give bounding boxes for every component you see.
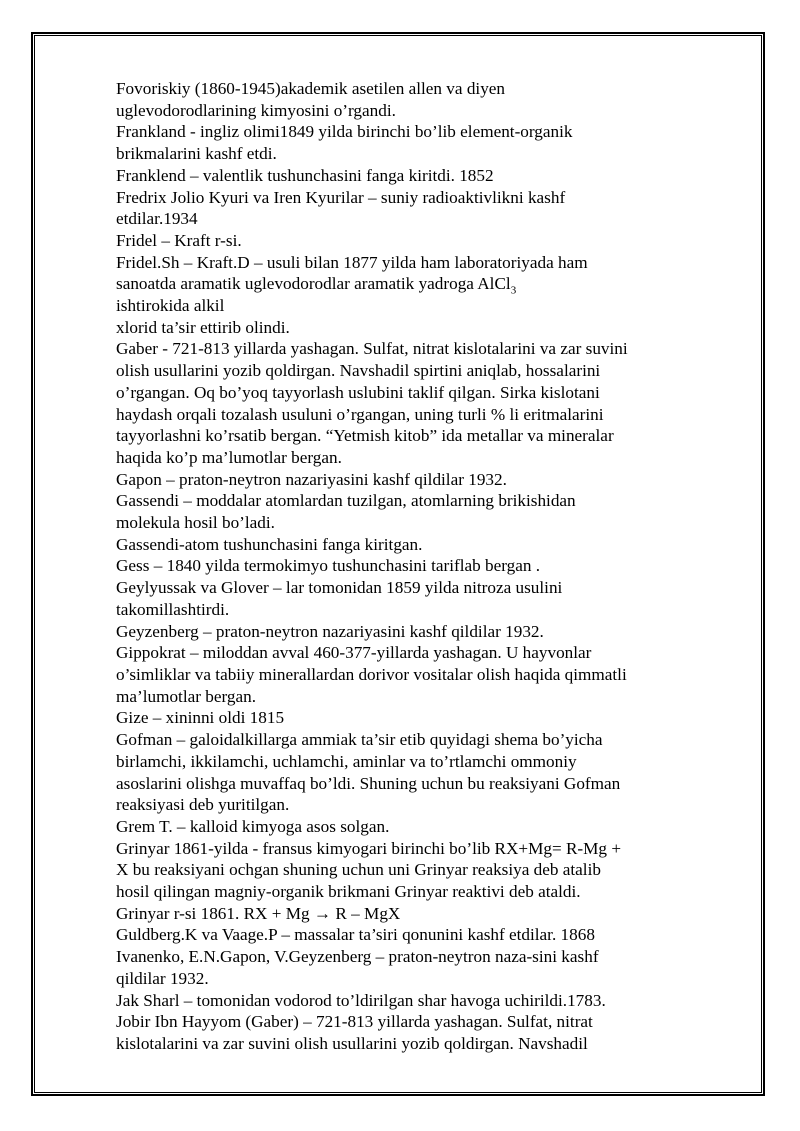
text-line: Ivanenko, E.N.Gapon, V.Geyzenberg – praton-neytron naza-sini kashf (116, 947, 599, 967)
text-line: Fridel.Sh – Kraft.D – usuli bilan 1877 yilda ham laboratoriyada ham (116, 252, 588, 272)
text-line: Guldberg.K va Vaage.P – massalar ta’siri qonunini kashf etdilar. 1868 (116, 925, 595, 945)
text-line: Frankland - ingliz olimi1849 yilda birinchi bo’lib element-organik (116, 122, 573, 142)
text-line: tayyorlashni ko’rsatib bergan. “Yetmish kitob” ida metallar va mineralar (116, 426, 614, 446)
text-line: Gippokrat – miloddan avval 460-377-yillarda yashagan. U hayvonlar (116, 643, 592, 663)
text-line: xlorid ta’sir ettirib olindi. (116, 317, 290, 337)
text-line: Gassendi-atom tushunchasini fanga kiritgan. (116, 534, 423, 554)
text-line: Grem T. – kalloid kimyoga asos solgan. (116, 816, 390, 836)
text-line: brikmalarini kashf etdi. (116, 144, 277, 164)
text-line: kislotalarini va zar suvini olish usullarini yozib qoldirgan. Navshadil (116, 1033, 588, 1053)
text-line: etdilar.1934 (116, 209, 198, 229)
subscript-3: 3 (510, 284, 517, 297)
text-line: haqida ko’p ma’lumotlar bergan. (116, 447, 342, 467)
text-line: Grinyar r-si 1861. RX + Mg → R – MgX (116, 903, 401, 923)
text-line: Geyzenberg – praton-neytron nazariyasini kashf qildilar 1932. (116, 621, 544, 641)
text-line: Gapon – praton-neytron nazariyasini kashf qildilar 1932. (116, 469, 507, 489)
text-line: Gofman – galoidalkillarga ammiak ta’sir etib quyidagi shema bo’yicha (116, 730, 603, 750)
text-line: birlamchi, ikkilamchi, uchlamchi, aminlar va to’rtlamchi ommoniy (116, 751, 577, 771)
text-line: qildilar 1932. (116, 968, 209, 988)
text-line: Jak Sharl – tomonidan vodorod to’ldirilgan shar havoga uchirildi.1783. (116, 990, 606, 1010)
text-line: Fridel – Kraft r-si. (116, 230, 242, 250)
text-line-main: sanoatda aramatik uglevodorodlar aramatik yadroga AlCl (116, 274, 511, 294)
text-line: hosil qilingan magniy-organik brikmani Grinyar reaktivi deb ataldi. (116, 882, 581, 902)
text-line-with-formula (116, 273, 696, 295)
text-line: takomillashtirdi. (116, 599, 230, 619)
text-line: Grinyar 1861-yilda - fransus kimyogari birinchi bo’lib RX+Mg= R-Mg + (116, 838, 622, 858)
text-line: molekula hosil bo’ladi. (116, 513, 275, 533)
text-line: Franklend – valentlik tushunchasini fanga kiritdi. 1852 (116, 165, 494, 185)
text-line: o’simliklar va tabiiy minerallardan dorivor vositalar olish haqida qimmatli (116, 664, 627, 684)
text-line: Fovoriskiy (1860-1945)akademik asetilen allen va diyen (116, 79, 506, 98)
text-line: Fredrix Jolio Kyuri va Iren Kyurilar – suniy radioaktivlikni kashf (116, 187, 566, 207)
text-line: asoslarini olishga muvaffaq bo’ldi. Shuning uchun bu reaksiyani Gofman (116, 773, 621, 793)
text-line: o’rgangan. Oq bo’yoq tayyorlash uslubini taklif qilgan. Sirka kislotani (116, 382, 600, 402)
text-line: Geylyussak va Glover – lar tomonidan 1859 yilda nitroza usulini (116, 578, 563, 598)
text-line: Gaber - 721-813 yillarda yashagan. Sulfat, nitrat kislotalarini va zar suvini (116, 339, 628, 359)
text-line: reaksiyasi deb yuritilgan. (116, 795, 290, 815)
document-body (116, 78, 696, 1055)
text-line: olish usullarini yozib qoldirgan. Navshadil spirtini aniqlab, hossalarini (116, 361, 601, 381)
text-line: ishtirokida alkil (116, 296, 225, 316)
text-line: Gize – xininni oldi 1815 (116, 708, 285, 728)
text-line: Gassendi – moddalar atomlardan tuzilgan, atomlarning brikishidan (116, 491, 576, 511)
text-line: X bu reaksiyani ochgan shuning uchun uni Grinyar reaksiya deb atalib (116, 860, 601, 880)
text-line: uglevodorodlarining kimyosini o’rgandi. (116, 100, 396, 120)
text-line: haydash orqali tozalash usuluni o’rgangan, uning turli % li eritmalarini (116, 404, 604, 424)
text-line: Jobir Ibn Hayyom (Gaber) – 721-813 yillarda yashagan. Sulfat, nitrat (116, 1012, 593, 1032)
text-line: Gess – 1840 yilda termokimyo tushunchasini tariflab bergan . (116, 556, 541, 576)
text-line: ma’lumotlar bergan. (116, 686, 257, 706)
